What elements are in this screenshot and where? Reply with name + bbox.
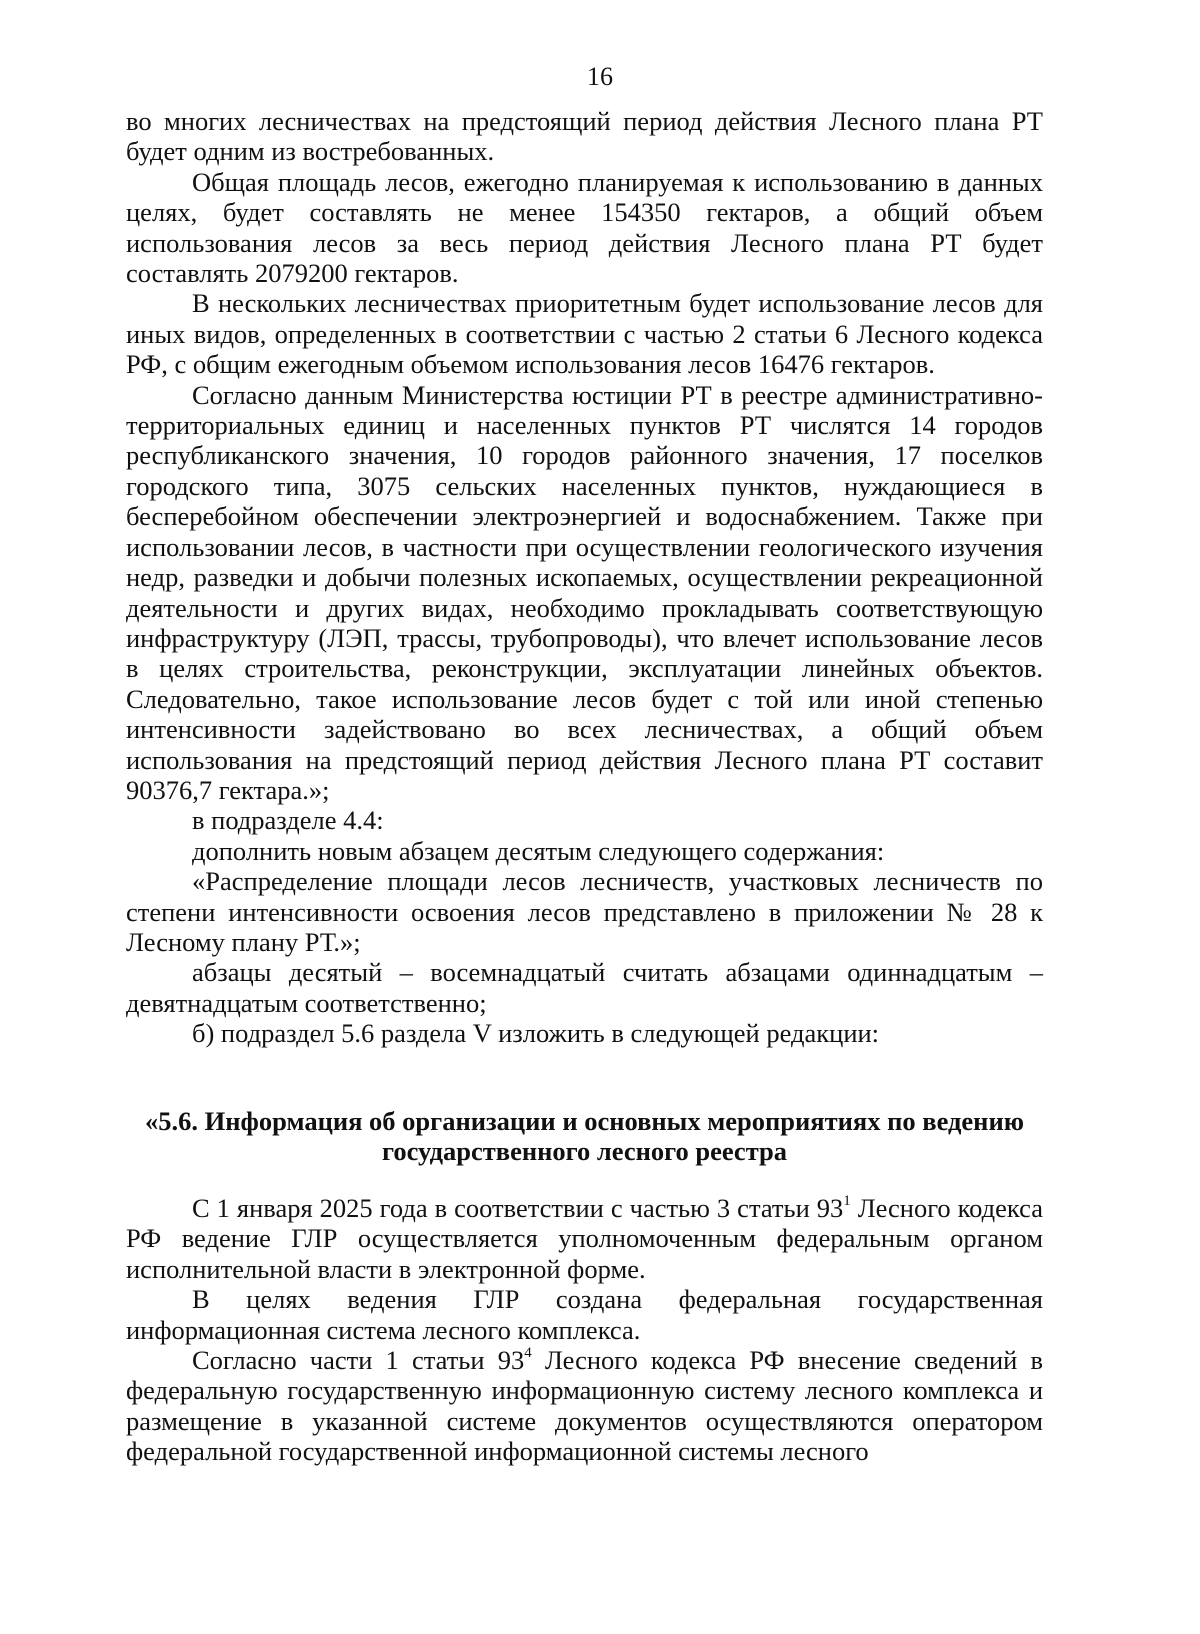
paragraph-glr-2025-part-a: С 1 января 2025 года в соответствии с частью 3 статьи 93 (192, 1193, 844, 1223)
body-text-upper (126, 106, 1043, 1049)
paragraph-article-93-4 (126, 1345, 1043, 1467)
superscript-1: 1 (843, 1193, 851, 1210)
paragraph-glr-2025-part-b: Лесного кодекса РФ ведение ГЛР осуществляется уполномоченным федеральным органом исполнительной власти в электронной форме. (126, 1193, 1043, 1284)
section-heading-5-6: «5.6. Информация об организации и основных мероприятиях по ведению государственного лесного реестра (145, 1106, 1024, 1167)
page-number: 16 (587, 62, 613, 91)
paragraph-subsection-5-6: б) подраздел 5.6 раздела V изложить в следующей редакции: (192, 1018, 880, 1049)
paragraph-subsection-4-4: в подразделе 4.4: (192, 805, 384, 836)
paragraph-glr-2025 (126, 1193, 1043, 1284)
paragraph-total-area: Общая площадь лесов, ежегодно планируемая к использованию в данных целях, будет составлять не менее 154350 гектаров, а общий объем использования лесов за весь период действия Лесного плана РТ будет составлять 2079200 гектаров. (126, 166, 1043, 289)
paragraph-article-93-4-part-a: Согласно части 1 статьи 93 (192, 1345, 525, 1376)
paragraph-other-uses: В нескольких лесничествах приоритетным будет использование лесов для иных видов, определенных в соответствии с частью 2 статьи 6 Лесного кодекса РФ, с общим ежегодным объемом использования лесов 16476 гектаров. (126, 288, 1043, 380)
paragraph-article-93-4-part-b: Лесного кодекса РФ внесение сведений в федеральную государственную информационную систему лесного комплекса и размещение в указанной системе документов осуществляются оператором федеральной государственной информационной системы лесного (126, 1345, 1043, 1467)
paragraph-add-tenth: дополнить новым абзацем десятым следующего содержания: (192, 835, 885, 866)
paragraph-continuation: во многих лесничествах на предстоящий период действия Лесного плана РТ будет одним из востребованных. (126, 106, 1043, 167)
paragraph-ministry-data: Согласно данным Министерства юстиции РТ в реестре административно-территориальных единиц и населенных пунктов РТ числятся 14 городов республиканского значения, 10 городов районного значения, 17 поселков городского типа, 3075 сельских населенных пунктов, нуждающиеся в бесперебойном обеспечении электроэнергией и водоснабжением. Также при использовании лесов, в частности при осуществлении геологического изучения недр, разведки и добычи полезных ископаемых, осуществлении рекреационной деятельности и других видах, необходимо прокладывать соответствующую инфраструктуру (ЛЭП, трассы, трубопроводы), что влечет использование лесов в целях строительства, реконструкции, эксплуатации линейных объектов. Следовательно, такое использование лесов будет с той или иной степенью интенсивности задействовано во всех лесничествах, а общий объем использования на предстоящий период действия Лесного плана РТ составит 90376,7 гектара.»; (126, 379, 1043, 805)
paragraph-renumbering: абзацы десятый – восемнадцатый считать абзацами одиннадцатым – девятнадцатым соответственно; (126, 957, 1043, 1018)
paragraph-fgis: В целях ведения ГЛР создана федеральная государственная информационная система лесного комплекса. (126, 1284, 1043, 1345)
body-text-lower (126, 1193, 1043, 1467)
paragraph-distribution-quote: «Распределение площади лесов лесничеств, участковых лесничеств по степени интенсивности освоения лесов представлено в приложении № 28 к Лесному плану РТ.»; (126, 866, 1043, 957)
superscript-4: 4 (524, 1345, 532, 1362)
